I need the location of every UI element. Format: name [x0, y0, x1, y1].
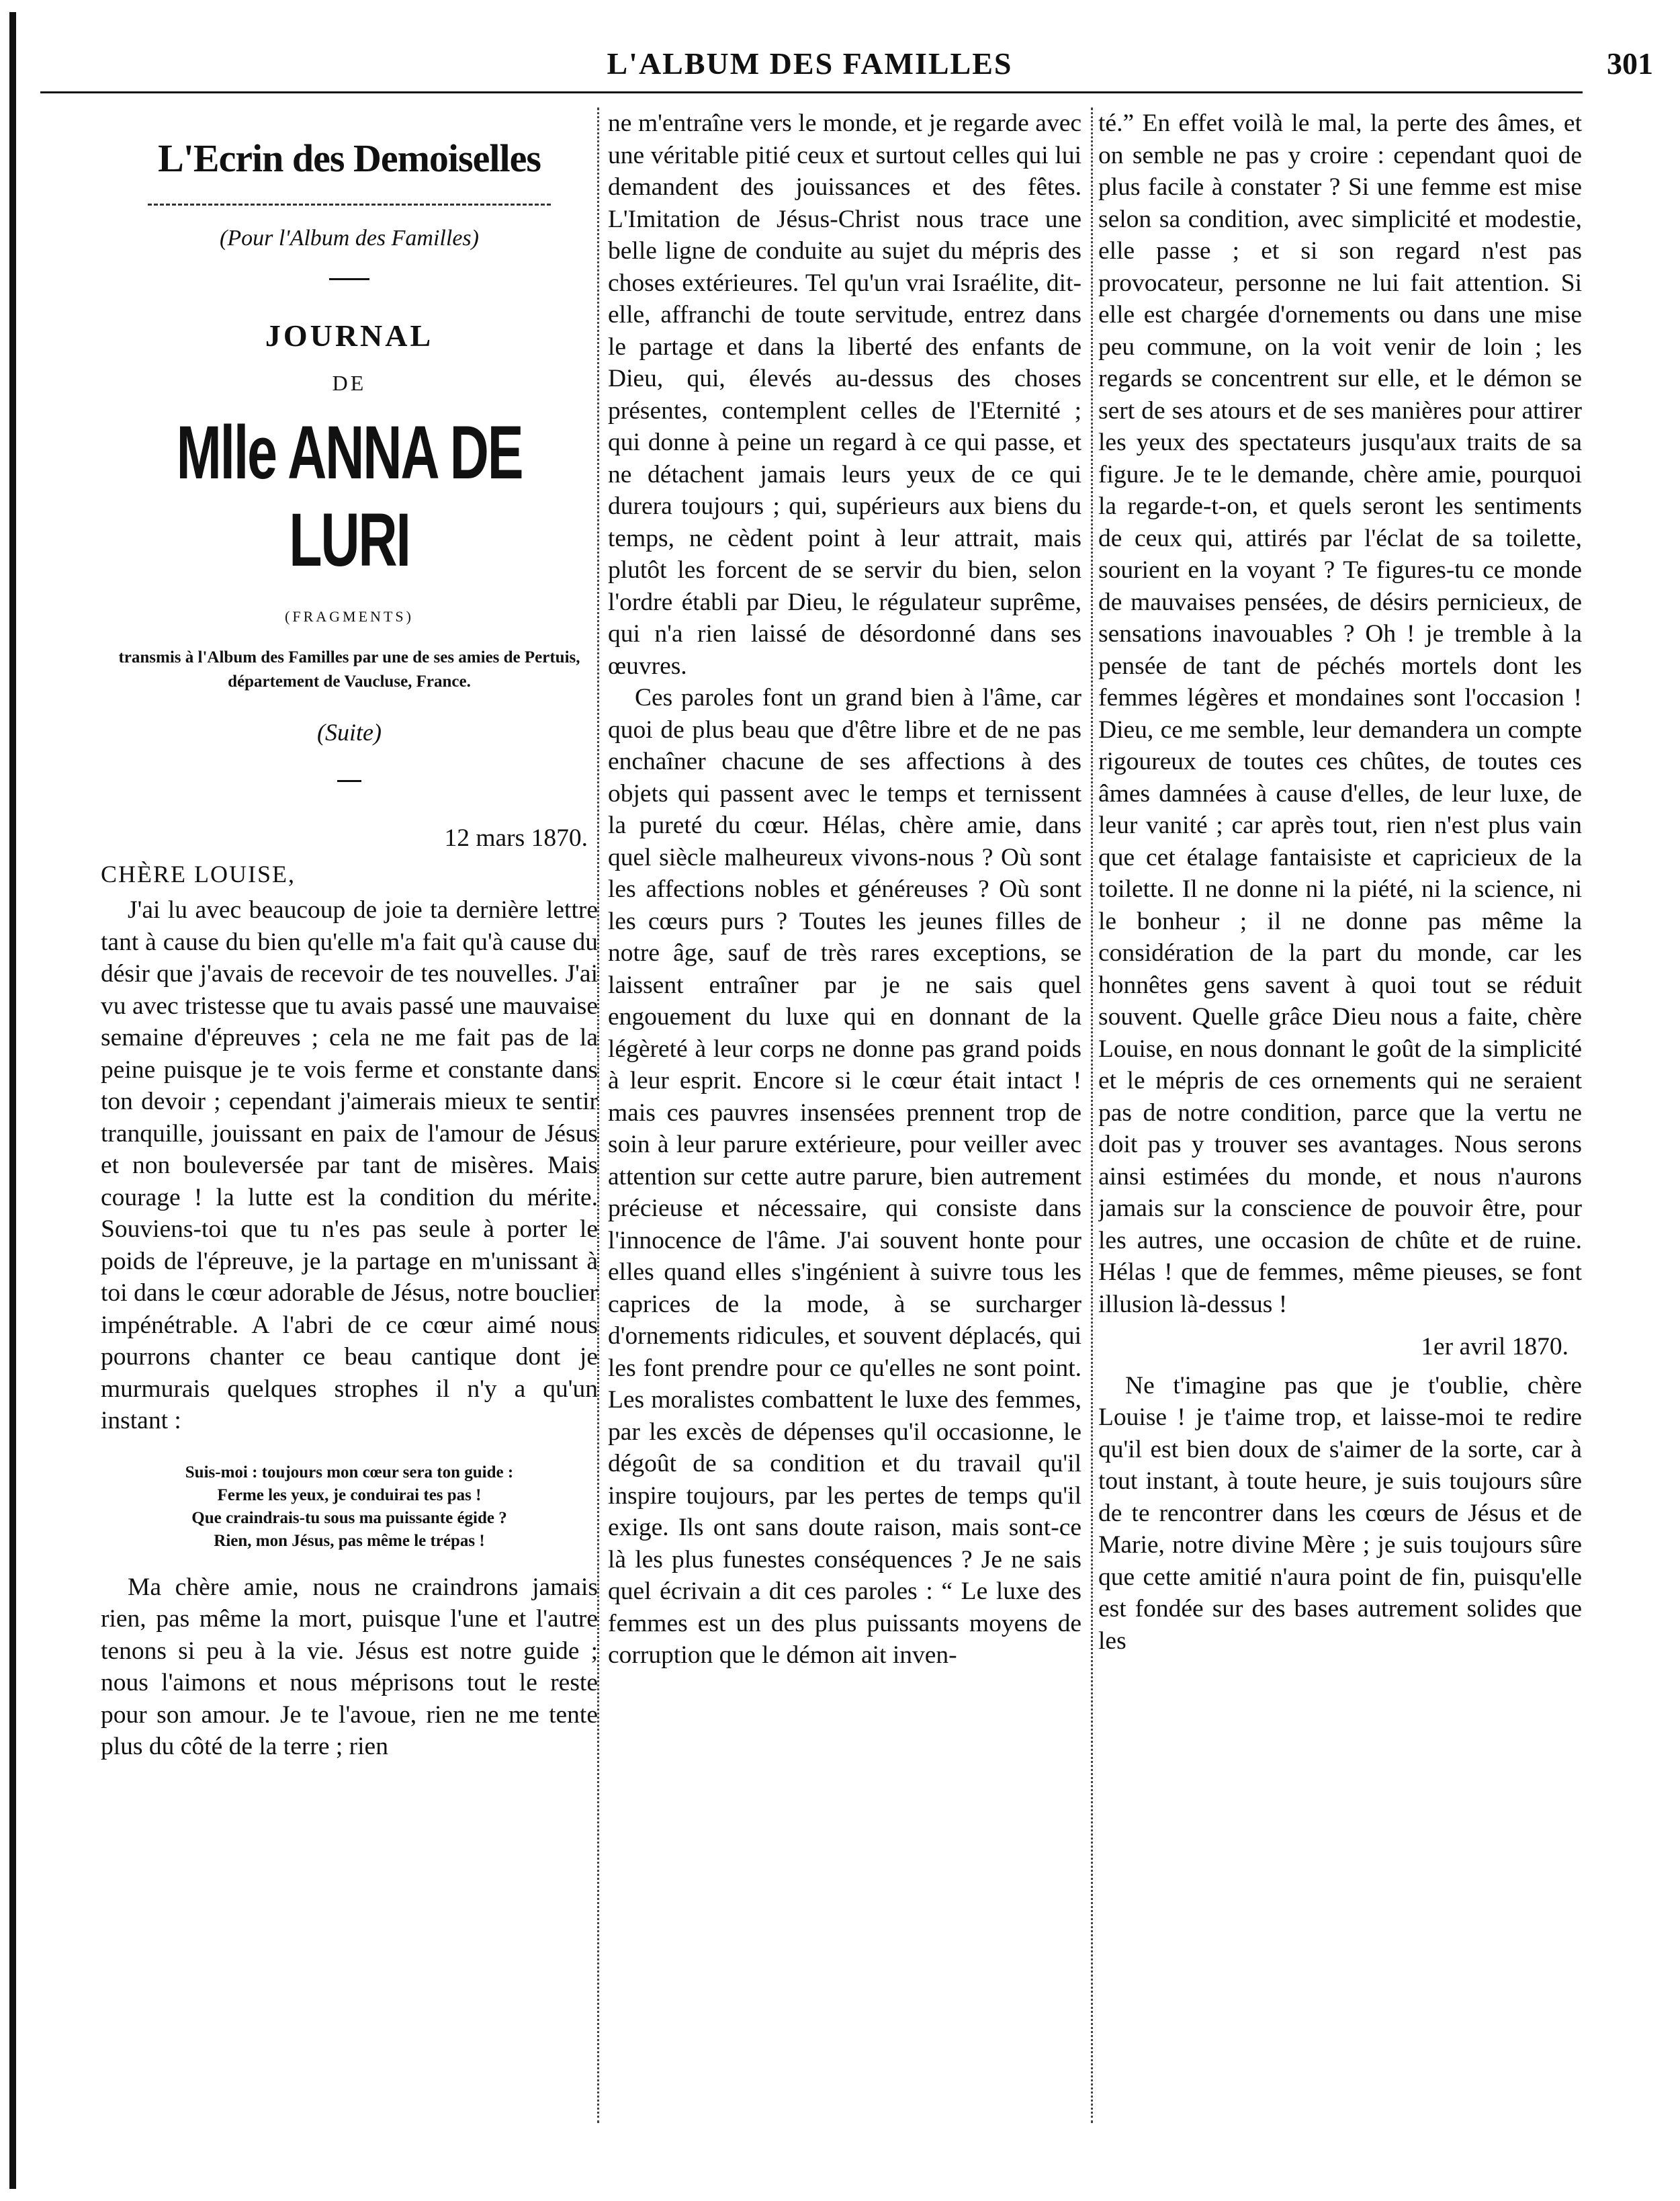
paragraph: J'ai lu avec beaucoup de joie ta dernière lettre tant à cause du bien qu'elle m'a fait qu'à cause du désir que j'avais de recevoir de tes nouvelles. J'ai vu avec tristesse que tu avais passé une mauvaise semaine d'épreuves ; cela ne me fait pas de la peine puisque je te vois ferme et constante dans ton devoir ; cependant j'aimerais mieux te sentir tranquille, jouissant en paix de l'amour de Jésus et non bouleversée par tant de misères. Mais courage ! la lutte est la condition du mérite. Souviens-toi que tu n'es pas seule à porter le poids de l'épreuve, je la partage en m'unissant à toi dans le cœur adorable de Jésus, notre bouclier impénétrable. A l'abri de ce cœur aimé nous pourrons chanter ce beau cantique dont je murmurais quelques strophes il n'y a qu'un instant : — [101, 896, 598, 1434]
salutation: CHÈRE LOUISE, — [101, 860, 296, 888]
verse-line: Suis-moi : toujours mon cœur sera ton guide : — [185, 1463, 514, 1481]
page-number: 301 — [1607, 46, 1653, 81]
tiny-rule — [337, 780, 361, 782]
dashed-rule — [148, 204, 551, 206]
column-divider — [1091, 107, 1093, 2123]
paragraph: Ces paroles font un grand bien à l'âme, car quoi de plus beau que d'être libre et de ne pas enchaîner chacune de ses affections à des objets qui passent avec le temps et ternissent la pureté du cœur. Hélas, chère amie, dans quel siècle malheureux vivons-nous ? Où sont les affections nobles et généreuses ? Où sont les cœurs purs ? Toutes les jeunes filles de notre âge, sauf de très rares exceptions, se laissent entraîner par je ne sais quel engouement du luxe qui en donnant de la légèreté à leur corps ne donne pas grand poids à leur esprit. Encore si le cœur était intact ! mais ces pauvres insensées prennent trop de soin à leur parure extérieure, pour veiller avec attention sur cette autre parure, bien autrement précieuse et nécessaire, qui consiste dans l'innocence de l'âme. J'ai souvent honte pour elles quand elles s'ingénient à suivre tous les caprices de la mode, à se surcharger d'ornements ridicules, et souvent déplacés, qui les font prendre pour ce qu'elles ne sont point. Les moralistes combattent le luxe des femmes, par les excès de dépenses qu'il occasionne, le dégoût de sa condition et du travail qu'il inspire toujours, par les pertes de temps qu'il exige. Ils ont sans doute raison, mais sont-ce là les plus funestes conséquences ? Je ne sais quel écrivain a dit ces paroles : “ Le luxe des femmes est un des plus puissants moyens de corruption que le démon ait inven- — [608, 684, 1081, 1669]
suite-label: (Suite) — [317, 719, 382, 746]
column-3 — [1098, 107, 1582, 2130]
verse-line: Ferme les yeux, je conduirai tes pas ! — [217, 1485, 482, 1504]
paragraph: Ma chère amie, nous ne craindrons jamais rien, pas même la mort, puisque l'une et l'autre tenons si peu à la vie. Jésus est notre guide ; nous l'aimons et nous méprisons tout le reste pour son amour. Je te l'avoue, rien ne me tente plus du côté de la terre ; rien — [101, 1573, 598, 1760]
entry-date: 1er avril 1870. — [1421, 1333, 1568, 1361]
verse-line: Que craindrais-tu sous ma puissante égide ? — [191, 1508, 507, 1527]
header-rule — [40, 91, 1583, 93]
column-1 — [101, 107, 598, 2130]
fragments-label: (FRAGMENTS) — [285, 608, 414, 625]
entry-date: 12 mars 1870. — [444, 824, 588, 852]
short-rule — [329, 278, 369, 280]
source-line: (Pour l'Album des Familles) — [220, 226, 479, 251]
paragraph: ne m'entraîne vers le monde, et je regarde avec une véritable pitié ceux et surtout celles qui lui demandent des jouissances et des fêtes. L'Imitation de Jésus-Christ nous trace une belle ligne de conduite au sujet du mépris des choses extérieures. Tel qu'un vrai Israélite, dit-elle, affranchi de toute servitude, entrez dans le partage et dans la liberté des enfants de Dieu, qui, élevés au-dessus des choses présentes, contemplent celles de l'Eternité ; qui donne à peine un regard à ce qui passe, et ne détachent jamais leurs yeux de ce qui durera toujours ; qui, supérieurs aux biens du temps, ne cèdent point à leur attrait, mais plutôt les forcent de se servir du bien, selon l'ordre établi par Dieu, le régulateur suprême, qui n'a rien laissé de désordonné dans ses œuvres. — [608, 110, 1081, 680]
journal-de: DE — [332, 371, 367, 395]
paragraph: té.” En effet voilà le mal, la perte des âmes, et on semble ne pas y croire : cependant quoi de plus facile à constater ? Si une femme est mise selon sa condition, avec simplicité et modestie, elle passe ; et si son regard n'est pas provocateur, personne ne lui fait attention. Si elle est chargée d'ornements ou dans une mise peu commune, on la voit venir de loin ; les regards se concentrent sur elle, et le démon se sert de ses atours et de ses manières pour attirer les yeux des spectateurs jusqu'aux traits de sa figure. Je te le demande, chère amie, pourquoi la regarde-t-on, et quels seront les sentiments de ceux qui, attirés par l'éclat de sa toilette, sourient en la voyant ? Te figures-tu ce monde de mauvaises pensées, de désirs pernicieux, de sensations inavouables ? Oh ! je tremble à la pensée de tant de péchés mortels dont les femmes légères et mondaines sont l'occasion ! Dieu, ce me semble, leur demandera un compte rigoureux de toutes ces chûtes, de toutes ces âmes damnées à cause d'elles, de leur luxe, de leur vanité ; car après tout, rien n'est plus vain que cet étalage fantaisiste et capricieux de la toilette. Il ne donne ni la piété, ni la science, ni le bonheur ; il ne donne pas même la considération de la part du monde, car les honnêtes gens savent à quoi tout se réduit souvent. Quelle grâce Dieu nous a faite, chère Louise, en nous donnant le goût de la simplicité et le mépris de ces ornements qui ne seraient pas de notre condition, parce que la vertu ne doit pas y trouver ses avantages. Nous serons ainsi estimées du monde, et nous n'aurons jamais sur la conscience de pouvoir être, pour les autres, une occasion de chûte et de ruine. Hélas ! que de femmes, même pieuses, se font illusion là-dessus ! — [1098, 110, 1582, 1318]
transmission-note: transmis à l'Album des Familles par une de ses amies de Pertuis, département de Vaucluse, France. — [118, 648, 580, 691]
binding-rule — [9, 12, 16, 2189]
journal-author-name: Mlle ANNA DE LURI — [176, 411, 523, 582]
verse-line: Rien, mon Jésus, pas même le trépas ! — [214, 1531, 485, 1550]
running-title: L'ALBUM DES FAMILLES — [607, 46, 1013, 81]
journal-heading: JOURNAL — [265, 318, 434, 353]
paragraph: Ne t'imagine pas que je t'oublie, chère Louise ! je t'aime trop, et laisse-moi te redire qu'il est bien doux de s'aimer de la sorte, car à tout instant, à toute heure, je suis toujours sûre de te rencontrer dans les cœurs de Jésus et de Marie, notre divine Mère ; je suis toujours sûre que cette amitié n'aura point de fin, puisqu'elle est fondée sur des bases autrement solides que les — [1098, 1371, 1582, 1655]
verse-quote — [101, 1461, 598, 1553]
column-2 — [608, 107, 1081, 2130]
section-title: L'Ecrin des Demoiselles — [158, 136, 541, 180]
